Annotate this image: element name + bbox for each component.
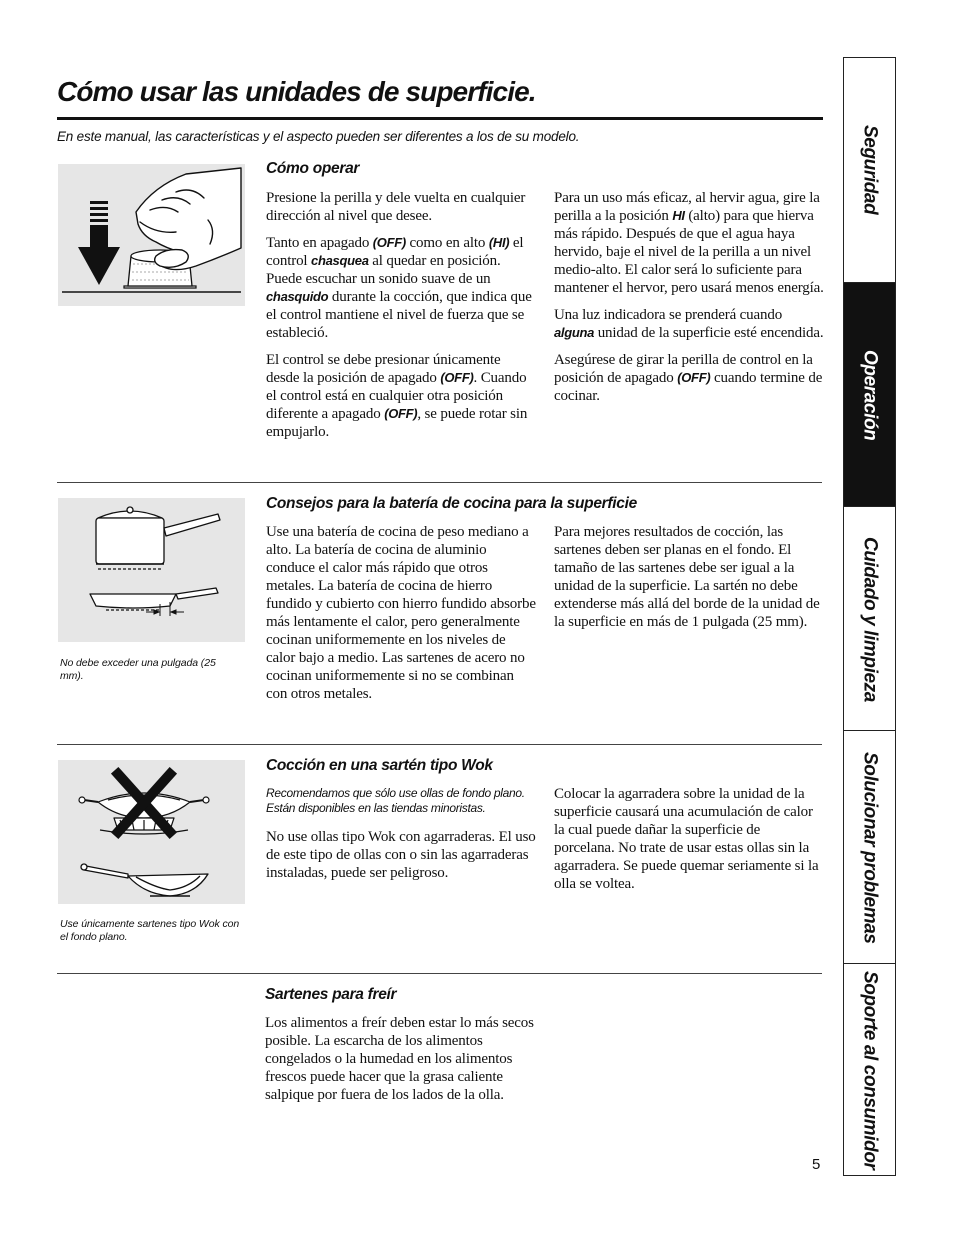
push-down-arrow-icon (78, 201, 120, 285)
emphasized-term: (HI) (488, 235, 510, 250)
body-paragraph: Tanto en apagado (OFF) como en alto (HI) el control chasquea al quedar en posición. Puede escuchar un sonido suave de un chasquido durante la cocción, que indica que el control mantiene el nivel de fuerza que se estableció. (266, 235, 532, 341)
section-heading-wok: Cocción en una sartén tipo Wok (266, 757, 493, 774)
frying-column (265, 1014, 535, 1113)
cookware-drawing (58, 498, 245, 642)
tab-label: Soporte al consumidor (859, 970, 881, 1170)
emphasized-term: alguna (554, 325, 595, 340)
cookware-caption: No debe exceder una pulgada (25 mm). (60, 657, 216, 682)
body-paragraph: Colocar la agarradera sobre la unidad de la superficie causará una acumulación de calor la cual puede dañar la superficie de porcelana. No trate de usar estas ollas sin la agarradera. Se puede quemar seriamente si la olla se voltea. (554, 786, 819, 892)
section-heading-como-operar: Cómo operar (266, 160, 360, 177)
saucepan-icon (96, 507, 220, 564)
knob-push-illustration (58, 164, 245, 306)
page-title: Cómo usar las unidades de superficie. (57, 76, 536, 107)
wok-left-body (266, 828, 536, 882)
operate-right-column (554, 189, 824, 414)
emphasized-term: (OFF) (384, 406, 418, 421)
body-paragraph: Use una batería de cocina de peso mediano a alto. La batería de cocina de aluminio conduce el calor más rápido que otros metales. La batería de cocina de hierro fundido y cubierto con hierro fundido absorbe más lentamente el calor, pero generalmente cocinan uniformemente en los niveles de calor bajo a medio. Las sartenes de acero no cocinan uniformemente si no se combinan con otros metales. (266, 524, 536, 702)
emphasized-term: (OFF) (440, 370, 474, 385)
knob-push-drawing (58, 164, 245, 306)
tab-soporte-al-consumidor[interactable] (844, 963, 895, 1176)
title-rule (57, 117, 823, 120)
emphasized-term: chasquea (311, 253, 369, 268)
page-number: 5 (812, 1156, 821, 1173)
wok-left-column (266, 786, 536, 891)
wok-illustration (58, 760, 245, 904)
section-tab-column (843, 57, 896, 1176)
tab-label: Operación (859, 349, 881, 441)
section-divider (57, 973, 822, 974)
section-heading-sartenes: Sartenes para freír (265, 986, 397, 1003)
body-paragraph: Asegúrese de girar la perilla de control en la posición de apagado (OFF) cuando termine de cocinar. (554, 352, 823, 404)
cookware-illustration (58, 498, 245, 642)
body-paragraph: No use ollas tipo Wok con agarraderas. El uso de este tipo de ollas con o sin las agarraderas instaladas, puede ser peligroso. (266, 829, 536, 881)
tab-cuidado-y-limpieza[interactable] (844, 506, 895, 731)
wok-caption: Use únicamente sartenes tipo Wok con el fondo plano. (60, 918, 240, 943)
body-paragraph: El control se debe presionar únicamente desde la posición de apagado (OFF). Cuando el control está en cualquier otra posición diferente a apagado (OFF), se puede rotar sin empujarlo. (266, 352, 528, 440)
tab-operacion[interactable] (844, 282, 895, 507)
section-divider (57, 482, 822, 483)
body-paragraph: Una luz indicadora se prenderá cuando alguna unidad de la superficie esté encendida. (554, 307, 824, 341)
wok-drawing (58, 760, 245, 904)
skillet-icon (90, 588, 218, 608)
body-paragraph: Para mejores resultados de cocción, las sartenes deben ser planas en el fondo. El tamaño de las sartenes debe ser igual a la unidad de la superficie. La sartén no debe extenderse más allá del borde de la unidad de la superficie en más de 1 pulgada (25 mm). (554, 524, 820, 630)
emphasized-term: (OFF) (372, 235, 406, 250)
tab-label: Solucionar problemas (859, 751, 881, 944)
emphasized-term: HI (672, 208, 685, 223)
wok-right-column (554, 785, 824, 902)
cookware-right-column (554, 523, 824, 640)
section-divider (57, 744, 822, 745)
body-paragraph: Para un uso más eficaz, al hervir agua, gire la perilla a la posición HI (alto) para que hierva más rápido. Después de que el agua haya hervido, baje el nivel de la perilla a un nivel medio-alto. El calor será lo suficiente para mantener el hervor, pero usará menos energía. (554, 190, 824, 296)
section-heading-consejos: Consejos para la batería de cocina para la superficie (266, 495, 637, 512)
wok-lead-note: Recomendamos que sólo use ollas de fondo plano. Están disponibles en las tiendas minoristas. (266, 786, 525, 815)
tab-label: Seguridad (859, 125, 881, 215)
tab-label: Cuidado y limpieza (859, 536, 881, 702)
emphasized-term: (OFF) (677, 370, 711, 385)
flat-bottom-wok-icon (81, 864, 208, 896)
tab-seguridad[interactable] (844, 58, 895, 282)
emphasized-term: chasquido (266, 289, 329, 304)
body-paragraph: Los alimentos a freír deben estar lo más secos posible. La escarcha de los alimentos congelados o la humedad en los alimentos frescos puede hacer que la grasa caliente salpique por fuera de los lados de la olla. (265, 1015, 534, 1103)
cookware-left-column (266, 523, 536, 712)
operate-left-column (266, 189, 536, 450)
page-subtitle: En este manual, las características y el aspecto pueden ser diferentes a los de su modelo. (57, 129, 580, 144)
body-paragraph: Presione la perilla y dele vuelta en cualquier dirección al nivel que desee. (266, 190, 526, 224)
tab-solucionar-problemas[interactable] (844, 730, 895, 964)
